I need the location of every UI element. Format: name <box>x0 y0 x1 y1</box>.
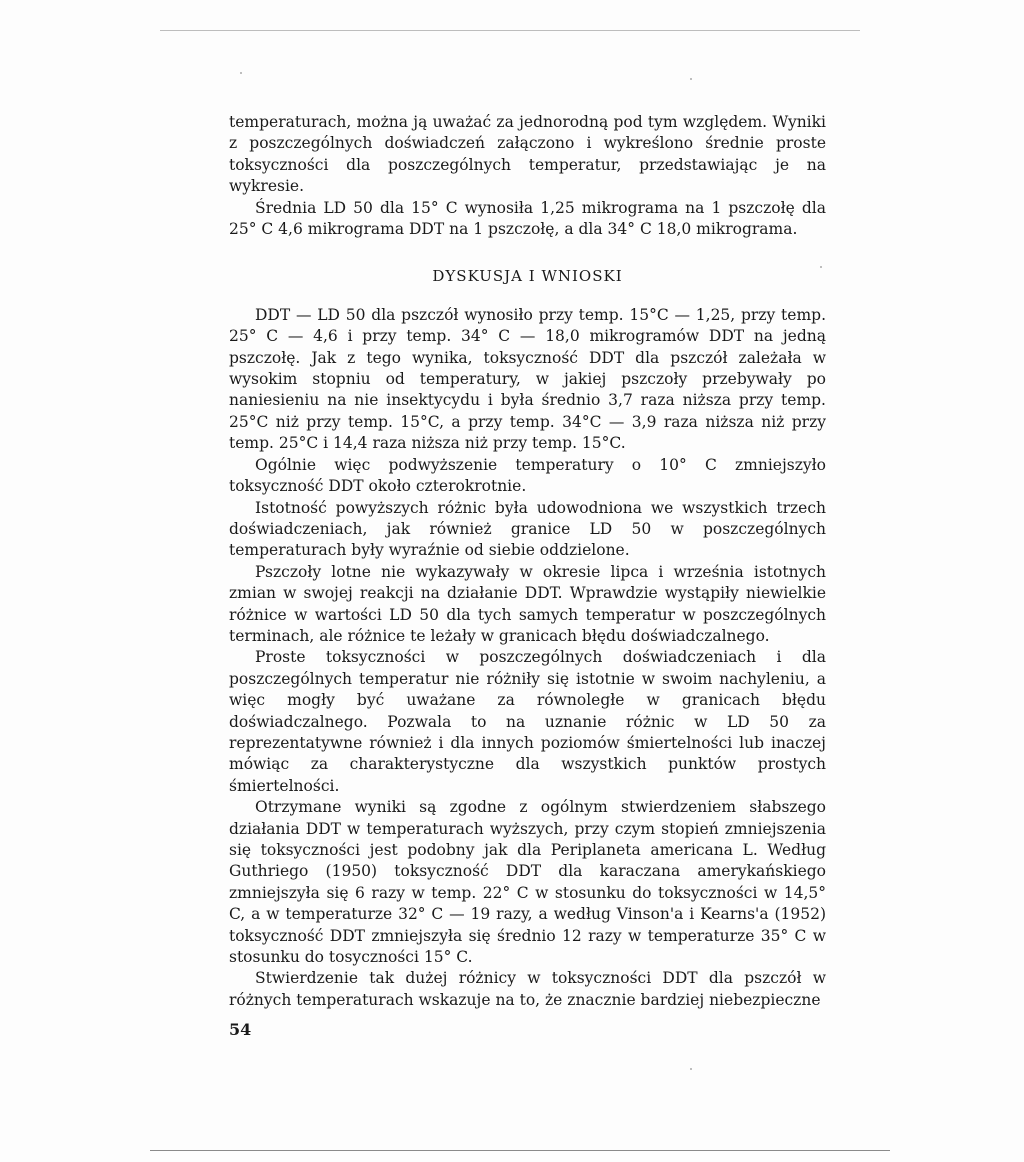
scan-speck <box>690 78 692 80</box>
scan-speck <box>240 72 242 74</box>
scan-speck <box>690 1068 692 1070</box>
paragraph-conclusion: Stwierdzenie tak dużej różnicy w toksyczności DDT dla pszczół w różnych temperaturach wskazuje na to, że znacznie bardziej niebezpieczne <box>229 969 826 1009</box>
section-heading: DYSKUSJA I WNIOSKI <box>432 267 623 286</box>
body-text <box>229 112 826 1011</box>
paragraph-slopes: Proste toksyczności w poszczególnych doświadczeniach i dla poszczególnych temperatur nie różniły się istotnie w swoim nachyleniu, a więc mogły być uważane za równoległe w granicach błędu doświadczalnego. Pozwala to na uznanie różnic w LD 50 za reprezentatywne również i dla innych poziomów śmiertelności lub inaczej mówiąc za charakterystyczne dla wszystkich punktów prostych śmiertelności. <box>229 648 826 795</box>
scan-speck <box>820 266 822 268</box>
paragraph-continued: temperaturach, można ją uważać za jednorodną pod tym względem. Wyniki z poszczególnych doświadczeń załączono i wykreślono średnie proste toksyczności dla poszczególnych temperatur, przedstawiając je na wykresie. <box>229 113 826 196</box>
paragraph-ddt-values: DDT — LD 50 dla pszczół wynosiło przy temp. 15°C — 1,25, przy temp. 25° C — 4,6 i przy temp. 34° C — 18,0 mikrogramów DDT na jedną pszczołę. Jak z tego wynika, toksyczność DDT dla pszczół zależała w wysokim stopniu od temperatury, w jakiej pszczoły przebywały po naniesieniu na nie insektycydu i była średnio 3,7 raza niższa przy temp. 25°C niż przy temp. 15°C, a przy temp. 34°C — 3,9 raza niższa niż przy temp. 25°C i 14,4 raza niższa niż przy temp. 15°C. <box>229 305 826 453</box>
scan-edge-line-top <box>160 30 860 31</box>
paragraph-seasonal: Pszczoły lotne nie wykazywały w okresie lipca i września istotnych zmian w swojej reakcji na działanie DDT. Wprawdzie wystąpiły niewielkie różnice w wartości LD 50 dla tych samych temperatur w poszczególnych terminach, ale różnice te leżały w granicach błędu doświadczalnego. <box>229 562 826 645</box>
page-number: 54 <box>229 1020 252 1039</box>
paragraph-ld50-summary: Średnia LD 50 dla 15° C wynosiła 1,25 mikrograma na 1 pszczołę dla 25° C 4,6 mikrograma DDT na 1 pszczołę, a dla 34° C 18,0 mikrograma. <box>229 198 826 239</box>
paragraph-temperature-effect: Ogólnie więc podwyższenie temperatury o 10° C zmniejszyło toksyczność DDT około czterokrotnie. <box>229 455 826 496</box>
paragraph-comparison: Otrzymane wyniki są zgodne z ogólnym stwierdzeniem słabszego działania DDT w temperaturach wyższych, przy czym stopień zmniejszenia się toksyczności jest podobny jak dla Periplaneta americana L. Według Guthriego (1950) toksyczność DDT dla karaczana amerykańskiego zmniejszyła się 6 razy w temp. 22° C w stosunku do toksyczności w 14,5° C, a w temperaturze 32° C — 19 razy, a według Vinson'a i Kearns'a (1952) toksyczność DDT zmniejszyła się średnio 12 razy w temperaturze 35° C w stosunku do tosyczności 15° C. <box>229 798 826 967</box>
scan-edge-line-bottom <box>150 1150 890 1151</box>
paragraph-significance: Istotność powyższych różnic była udowodniona we wszystkich trzech doświadczeniach, jak również granice LD 50 w poszczególnych temperaturach były wyraźnie od siebie oddzielone. <box>229 498 826 560</box>
